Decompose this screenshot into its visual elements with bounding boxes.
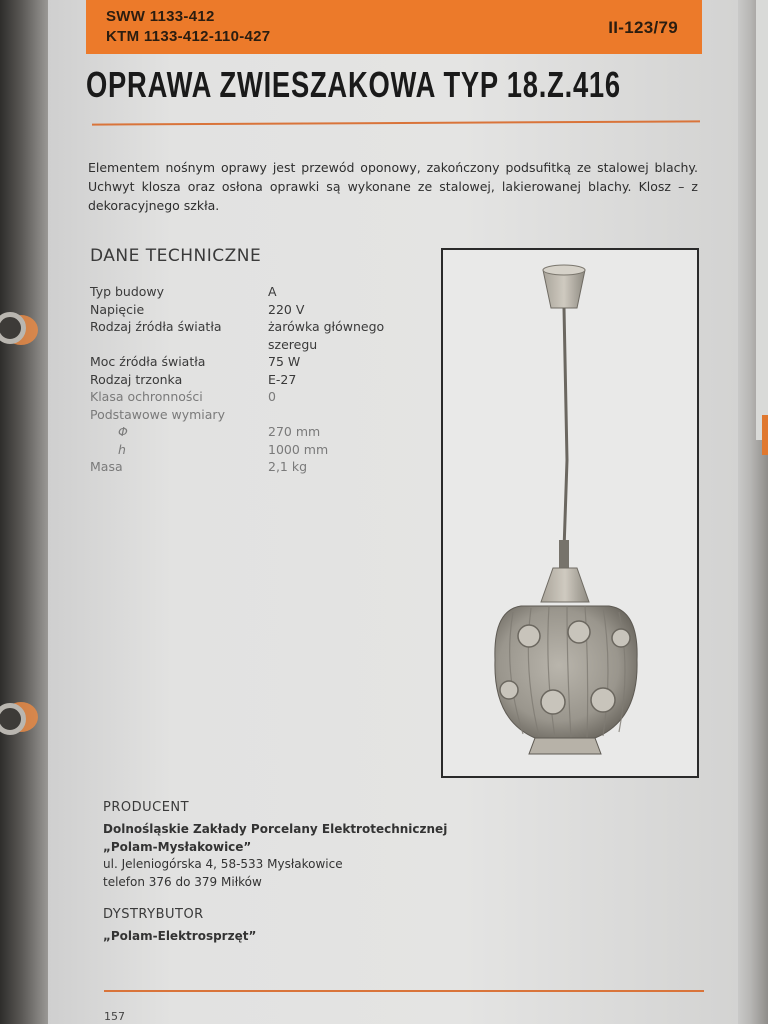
spec-row	[90, 388, 430, 406]
spec-value: 0	[268, 389, 276, 404]
spec-value: E-27	[268, 371, 297, 387]
spec-row	[90, 353, 430, 371]
spec-label: Podstawowe wymiary	[90, 406, 225, 422]
spec-row	[90, 406, 430, 424]
spec-value: 75 W	[268, 354, 301, 369]
spec-row	[90, 301, 430, 319]
page-title: OPRAWA ZWIESZAKOWA TYP 18.Z.416	[86, 64, 621, 105]
spec-label: Napięcie	[90, 301, 145, 317]
spec-label: Rodzaj źródła światła	[90, 319, 222, 334]
header-band	[86, 0, 702, 54]
spec-row	[90, 423, 430, 441]
product-illustration	[441, 248, 699, 778]
spec-value: 220 V	[268, 301, 305, 317]
producer-address: ul. Jeleniogórska 4, 58-533 Mysłakowice	[103, 857, 343, 871]
spec-row	[90, 371, 430, 389]
distributor-heading: DYSTRYBUTOR	[103, 907, 204, 922]
binder-edge	[0, 0, 48, 1024]
producer-brand: „Polam-Mysłakowice”	[103, 839, 252, 854]
spec-label: Typ budowy	[90, 284, 165, 299]
product-description: Elementem nośnym oprawy jest przewód oponowy, zakończony podsufitką ze stalowej blachy. Uchwyt klosza oraz osłona oprawki są wykonane ze stalowej, lakierowanej blachy. Klosz – z dekoracyjnego szkła.	[88, 160, 698, 213]
spec-label: Masa	[90, 459, 123, 474]
pendant-lamp-icon	[443, 250, 697, 776]
producer-name: Dolnośląskie Zakłady Porcelany Elektrotechnicznej	[103, 822, 448, 836]
document-number: II-123/79	[608, 18, 678, 37]
producer-phone: telefon 376 do 379 Miłków	[103, 874, 262, 889]
page-number: 157	[104, 1010, 125, 1023]
producer-heading: PRODUCENT	[103, 800, 190, 815]
ktm-code: KTM 1133-412-110-427	[106, 28, 271, 45]
spec-row	[90, 318, 430, 353]
distributor-name: „Polam-Elektrosprzęt”	[103, 929, 257, 943]
spec-label: Moc źródła światła	[90, 354, 206, 369]
spec-label: h	[118, 441, 126, 457]
spec-row	[90, 283, 430, 301]
spec-label: Rodzaj trzonka	[90, 371, 183, 387]
technical-data-table	[90, 283, 430, 476]
footer-divider	[104, 990, 704, 992]
spec-value	[268, 406, 430, 424]
technical-data-heading: DANE TECHNICZNE	[90, 246, 262, 266]
spec-label: Klasa ochronności	[90, 389, 203, 404]
spec-value: 1000 mm	[268, 441, 329, 457]
spec-value: 270 mm	[268, 424, 321, 439]
spec-row	[90, 441, 430, 459]
sww-code: SWW 1133-412	[106, 8, 215, 25]
next-page-orange-strip	[762, 415, 768, 455]
next-page-tab	[756, 0, 768, 440]
spec-value: 2,1 kg	[268, 459, 308, 474]
distributor-block	[103, 907, 256, 946]
spec-label: Φ	[118, 424, 128, 439]
producer-block	[103, 800, 447, 891]
spec-value: A	[268, 284, 277, 299]
spec-value: żarówka głównego szeregu	[268, 319, 385, 352]
spec-row	[90, 458, 430, 476]
